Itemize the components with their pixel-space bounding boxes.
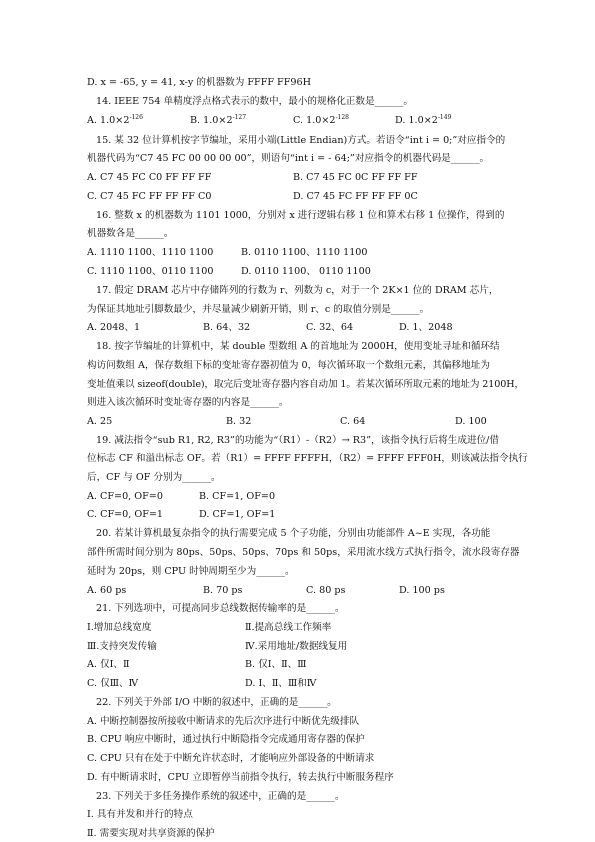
q20-option-c: C. 80 ps bbox=[306, 585, 346, 596]
q18-option-d: D. 100 bbox=[455, 416, 487, 427]
q21-option-a: A. 仅Ⅰ、Ⅱ bbox=[87, 659, 130, 670]
q20-option-d: D. 100 ps bbox=[399, 585, 445, 596]
q16-stem-line2: 机器数各是______。 bbox=[87, 228, 174, 239]
q16-option-b: B. 0110 1100、1110 1100 bbox=[241, 247, 368, 258]
q14-stem: 14. IEEE 754 单精度浮点格式表示的数中，最小的规格化正数是______。 bbox=[96, 96, 413, 107]
q18-stem-line1: 18. 按字节编址的计算机中，某 double 型数组 A 的首地址为 2000H，使用变址寻址和循环结 bbox=[96, 341, 500, 352]
q14-option-a: A. $1.0\times 2^{-126}$ bbox=[87, 113, 143, 126]
q18-stem-line4: 则进入该次循环时变址寄存器的内容是______。 bbox=[87, 397, 289, 408]
q15-option-d: D. C7 45 FC FF FF FF 0C bbox=[293, 191, 418, 202]
q20-option-b: B. 70 ps bbox=[203, 585, 243, 596]
q18-option-c: C. 64 bbox=[340, 416, 366, 427]
q18-option-b: B. 32 bbox=[226, 416, 252, 427]
q15-option-c: C. C7 45 FC FF FF FF C0 bbox=[87, 191, 212, 202]
q14-option-d: D. $1.0\times 2^{-149}$ bbox=[395, 113, 452, 126]
q17-stem-line1: 17. 假定 DRAM 芯片中存储阵列的行数为 r、列数为 c，对于一个 2K×1 位的 DRAM 芯片， bbox=[96, 285, 499, 296]
q17-option-d: D. 1、2048 bbox=[399, 322, 453, 333]
q18-stem-line2: 构访问数组 A，保存数组下标的变址寄存器初值为 0，每次循环取一个数组元素，其偏移地址为 bbox=[87, 360, 490, 371]
q23-stem: 23. 下列关于多任务操作系统的叙述中，正确的是______。 bbox=[96, 791, 345, 802]
q14-option-b: B. $1.0\times 2^{-127}$ bbox=[190, 113, 247, 126]
q19-stem-line1: 19. 减法指令“sub R1, R2, R3”的功能为“（R1）-（R2）→ R3”，该指令执行后将生成进位/借 bbox=[96, 435, 499, 446]
q15-option-b: B. C7 45 FC 0C FF FF FF bbox=[293, 172, 418, 183]
q22-option-a: A. 中断控制器按所接收中断请求的先后次序进行中断优先级排队 bbox=[87, 716, 360, 727]
q19-option-c: C. CF=0, OF=1 bbox=[87, 509, 164, 520]
q17-option-b: B. 64、32 bbox=[203, 322, 251, 333]
q21-item-2: Ⅱ.提高总线工作频率 bbox=[245, 622, 332, 633]
q16-stem-line1: 16. 整数 x 的机器数为 1101 1000，分别对 x 进行逻辑右移 1 位和算术右移 1 位操作，得到的 bbox=[96, 210, 505, 221]
q19-option-d: D. CF=1, OF=1 bbox=[199, 509, 276, 520]
q23-item-1: Ⅰ. 具有并发和并行的特点 bbox=[87, 809, 193, 820]
q20-stem-line2: 部件所需时间分别为 80ps、50ps、50ps、70ps 和 50ps，采用流水线方式执行指令，流水段寄存器 bbox=[87, 547, 520, 558]
q15-stem-line2: 机器代码为“C7 45 FC 00 00 00 00”，则语句“int i = - 64;”对应指令的机器代码是______。 bbox=[87, 153, 490, 164]
q18-option-a: A. 25 bbox=[87, 416, 113, 427]
q16-option-d: D. 0110 1100、 0110 1100 bbox=[241, 266, 371, 277]
q21-option-c: C. 仅Ⅲ、Ⅳ bbox=[87, 678, 139, 689]
q21-option-d: D. Ⅰ、Ⅱ、Ⅲ和Ⅳ bbox=[245, 678, 317, 689]
q22-option-c: C. CPU 只有在处于中断允许状态时，才能响应外部设备的中断请求 bbox=[87, 753, 375, 764]
q17-option-c: C. 32、64 bbox=[306, 322, 354, 333]
q13-option-d: D. x = -65, y = 41, x-y 的机器数为 FFFF FF96H bbox=[87, 77, 311, 88]
q16-option-c: C. 1110 1100、0110 1100 bbox=[87, 266, 214, 277]
q17-option-a: A. 2048、1 bbox=[87, 322, 141, 333]
q22-stem: 22. 下列关于外部 I/O 中断的叙述中，正确的是______。 bbox=[96, 697, 337, 708]
q18-stem-line3: 变址值乘以 sizeof(double)，取完后变址寄存器内容自动加 1。若某次循环所取元素的地址为 2100H， bbox=[87, 379, 525, 390]
q21-item-1: Ⅰ.增加总线宽度 bbox=[87, 622, 152, 633]
q17-stem-line2: 为保证其地址引脚数最少，并尽量减少刷新开销，则 r、c 的取值分别是______。 bbox=[87, 304, 430, 315]
q14-option-c: C. $1.0\times 2^{-128}$ bbox=[293, 113, 349, 126]
q16-option-a: A. 1110 1100、1110 1100 bbox=[87, 247, 214, 258]
q19-option-a: A. CF=0, OF=0 bbox=[87, 491, 163, 502]
q19-stem-line3: 后，CF 与 OF 分别为______。 bbox=[87, 472, 221, 483]
q22-option-d: D. 有中断请求时，CPU 立即暂停当前指令执行，转去执行中断服务程序 bbox=[87, 772, 394, 783]
q15-stem-line1: 15. 某 32 位计算机按字节编址，采用小端(Little Endian)方式。若语令“int i = 0;”对应指令的 bbox=[96, 135, 506, 146]
q19-option-b: B. CF=1, OF=0 bbox=[199, 491, 276, 502]
q20-stem-line1: 20. 若某计算机最复杂指令的执行需要完成 5 个子功能，分别由功能部件 A~E 实现，各功能 bbox=[96, 528, 491, 539]
q19-stem-line2: 位标志 CF 和溢出标志 OF。若（R1）= FFFF FFFFH，（R2）= FFFF FFF0H，则该减法指令执行 bbox=[87, 453, 528, 464]
q20-stem-line3: 延时为 20ps，则 CPU 时钟周期至少为______。 bbox=[87, 566, 295, 577]
q23-item-2: Ⅱ. 需要实现对共享资源的保护 bbox=[87, 828, 215, 839]
q21-stem: 21. 下列选项中，可提高同步总线数据传输率的是______。 bbox=[96, 603, 345, 614]
q21-option-b: B. 仅Ⅰ、Ⅱ、Ⅲ bbox=[245, 659, 307, 670]
q22-option-b: B. CPU 响应中断时，通过执行中断隐指令完成通用寄存器的保护 bbox=[87, 734, 365, 745]
q15-option-a: A. C7 45 FC C0 FF FF FF bbox=[87, 172, 212, 183]
q20-option-a: A. 60 ps bbox=[87, 585, 127, 596]
q21-item-3: Ⅲ.支持突发传输 bbox=[87, 641, 157, 652]
q21-item-4: Ⅳ.采用地址/数据线复用 bbox=[245, 641, 348, 652]
